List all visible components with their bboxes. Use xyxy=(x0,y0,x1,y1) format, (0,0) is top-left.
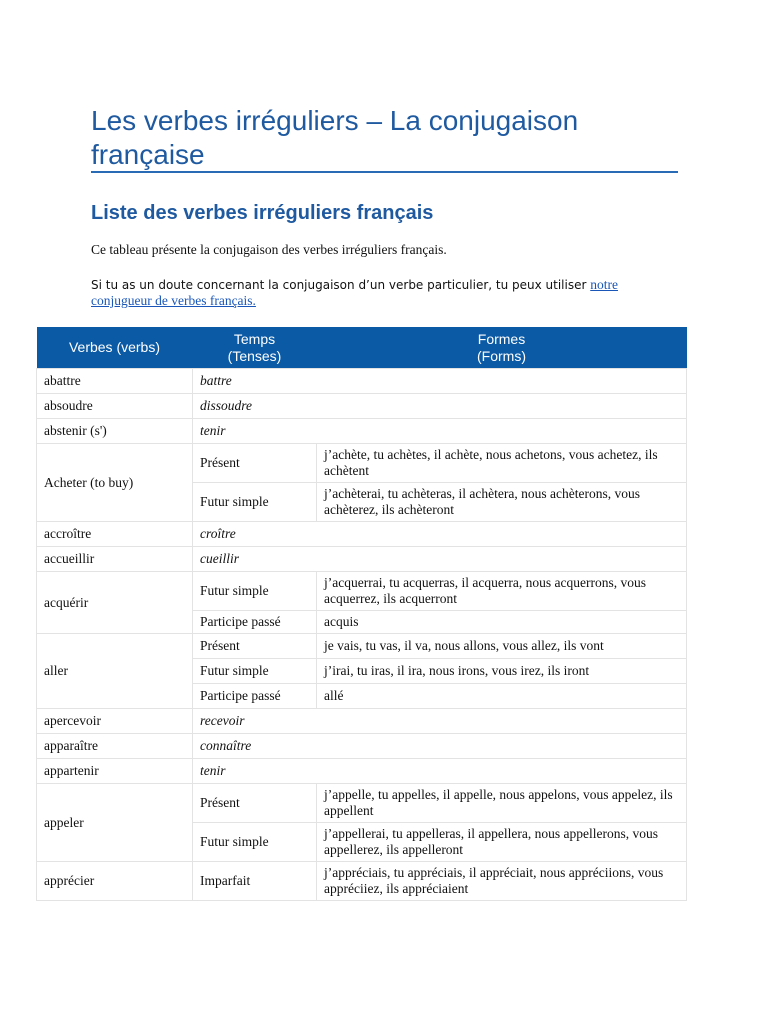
header-verbs: Verbes (verbs) xyxy=(37,327,193,369)
table-row xyxy=(37,369,687,394)
verb-cell: accroître xyxy=(37,522,193,547)
tense-cell: Futur simple xyxy=(193,572,317,611)
forms-cell: j’irai, tu iras, il ira, nous irons, vous irez, ils iront xyxy=(317,659,687,684)
verb-cell: appeler xyxy=(37,784,193,862)
verb-cell: apercevoir xyxy=(37,709,193,734)
forms-cell: acquis xyxy=(317,611,687,634)
title-divider xyxy=(91,171,678,173)
table-row xyxy=(37,784,687,823)
doubt-paragraph xyxy=(91,277,681,309)
table-row xyxy=(37,444,687,483)
header-forms-en: (Forms) xyxy=(477,347,526,364)
table-row xyxy=(37,572,687,611)
tense-cell: Imparfait xyxy=(193,862,317,901)
tense-cell: Futur simple xyxy=(193,659,317,684)
tense-cell: Futur simple xyxy=(193,483,317,522)
verb-cell: abattre xyxy=(37,369,193,394)
header-tenses xyxy=(193,327,317,369)
header-tenses-en: (Tenses) xyxy=(227,347,282,364)
reference-verb-cell: tenir xyxy=(193,419,687,444)
table-row xyxy=(37,547,687,572)
tense-cell: Futur simple xyxy=(193,823,317,862)
tense-cell: Présent xyxy=(193,444,317,483)
irregular-verbs-table xyxy=(36,327,687,901)
reference-verb-cell: battre xyxy=(193,369,687,394)
table-row xyxy=(37,862,687,901)
header-forms xyxy=(317,327,687,369)
page-title: Les verbes irréguliers – La conjugaison française xyxy=(91,105,579,170)
forms-cell: j’achète, tu achètes, il achète, nous achetons, vous achetez, ils achètent xyxy=(317,444,687,483)
table-row xyxy=(37,419,687,444)
table-row xyxy=(37,394,687,419)
reference-verb-cell: dissoudre xyxy=(193,394,687,419)
verb-cell: abstenir (s') xyxy=(37,419,193,444)
verb-cell: accueillir xyxy=(37,547,193,572)
reference-verb-cell: croître xyxy=(193,522,687,547)
table-row xyxy=(37,634,687,659)
table-row xyxy=(37,734,687,759)
forms-cell: allé xyxy=(317,684,687,709)
tense-cell: Participe passé xyxy=(193,684,317,709)
forms-cell: j’acquerrai, tu acquerras, il acquerra, nous acquerrons, vous acquerrez, ils acquerront xyxy=(317,572,687,611)
header-tenses-fr: Temps xyxy=(233,330,276,347)
section-title: Liste des verbes irréguliers français xyxy=(91,202,434,224)
verb-cell: acquérir xyxy=(37,572,193,634)
forms-cell: j’achèterai, tu achèteras, il achètera, nous achèterons, vous achèterez, ils achèteront xyxy=(317,483,687,522)
table-header-row xyxy=(37,327,687,369)
reference-verb-cell: connaître xyxy=(193,734,687,759)
verb-cell: absoudre xyxy=(37,394,193,419)
verb-cell: aller xyxy=(37,634,193,709)
table-row xyxy=(37,709,687,734)
forms-cell: j’appréciais, tu appréciais, il appréciait, nous appréciions, vous appréciiez, ils appréciaient xyxy=(317,862,687,901)
reference-verb-cell: tenir xyxy=(193,759,687,784)
tense-cell: Participe passé xyxy=(193,611,317,634)
tense-cell: Présent xyxy=(193,784,317,823)
verb-cell: apprécier xyxy=(37,862,193,901)
verb-cell: appartenir xyxy=(37,759,193,784)
header-forms-fr: Formes xyxy=(477,330,526,347)
verb-cell: apparaître xyxy=(37,734,193,759)
forms-cell: j’appelle, tu appelles, il appelle, nous appelons, vous appelez, ils appellent xyxy=(317,784,687,823)
doubt-text: Si tu as un doute concernant la conjugaison d’un verbe particulier, tu peux utiliser xyxy=(91,278,591,292)
forms-cell: j’appellerai, tu appelleras, il appellera, nous appellerons, vous appellerez, ils appelleront xyxy=(317,823,687,862)
forms-cell: je vais, tu vas, il va, nous allons, vous allez, ils vont xyxy=(317,634,687,659)
reference-verb-cell: cueillir xyxy=(193,547,687,572)
tense-cell: Présent xyxy=(193,634,317,659)
conjugator-link[interactable]: notre conjugueur de verbes français. xyxy=(91,277,618,308)
table-row xyxy=(37,522,687,547)
intro-paragraph: Ce tableau présente la conjugaison des verbes irréguliers français. xyxy=(91,242,447,257)
table-row xyxy=(37,759,687,784)
reference-verb-cell: recevoir xyxy=(193,709,687,734)
verb-cell: Acheter (to buy) xyxy=(37,444,193,522)
